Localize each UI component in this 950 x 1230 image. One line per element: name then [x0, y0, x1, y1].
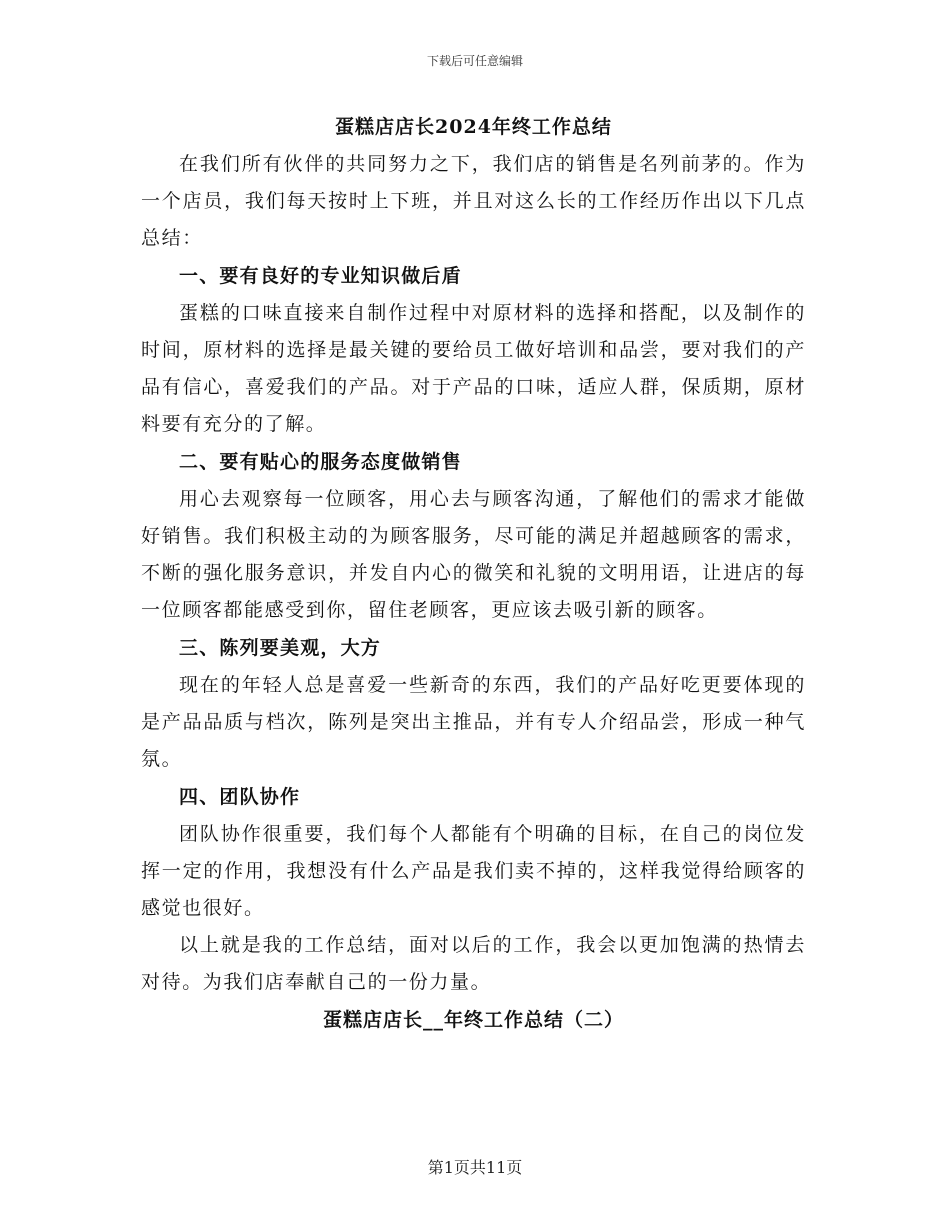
document-title: 蛋糕店店长2024年终工作总结 [335, 116, 612, 138]
header-note: 下载后可任意编辑 [426, 54, 523, 68]
page-footer: 第1页共11页 [427, 1158, 523, 1177]
section-heading-1: 一、要有良好的专业知识做后盾 [179, 265, 462, 287]
conclusion-paragraph: 以上就是我的工作总结，面对以后的工作，我会以更加饱满的热情去对待。为我们店奉献自己的一份力量。 [141, 934, 806, 993]
document-body [141, 108, 806, 1039]
section-body-2: 用心去观察每一位顾客，用心去与顾客沟通，了解他们的需求才能做好销售。我们积极主动的为顾客服务，尽可能的满足并超越顾客的需求，不断的强化服务意识，并发自内心的微笑和礼貌的文明用语，让进店的每一位顾客都能感受到你，留住老顾客，更应该去吸引新的顾客。 [141, 488, 806, 621]
second-document-title: 蛋糕店店长__年终工作总结（二） [322, 1009, 624, 1031]
section-body-3: 现在的年轻人总是喜爱一些新奇的东西，我们的产品好吃更要体现的是产品品质与档次，陈列是突出主推品，并有专人介绍品尝，形成一种气氛。 [141, 674, 806, 770]
section-heading-2: 二、要有贴心的服务态度做销售 [179, 451, 462, 473]
section-heading-3: 三、陈列要美观，大方 [179, 637, 382, 659]
section-heading-4: 四、团队协作 [179, 786, 301, 808]
section-body-4: 团队协作很重要，我们每个人都能有个明确的目标，在自己的岗位发挥一定的作用，我想没有什么产品是我们卖不掉的，这样我觉得给顾客的感觉也很好。 [141, 823, 806, 919]
section-body-1: 蛋糕的口味直接来自制作过程中对原材料的选择和搭配，以及制作的时间，原材料的选择是最关键的要给员工做好培训和品尝，要对我们的产品有信心，喜爱我们的产品。对于产品的口味，适应人群，保质期，原材料要有充分的了解。 [141, 302, 806, 435]
intro-paragraph: 在我们所有伙伴的共同努力之下，我们店的销售是名列前茅的。作为一个店员，我们每天按时上下班，并且对这么长的工作经历作出以下几点总结： [141, 153, 806, 249]
